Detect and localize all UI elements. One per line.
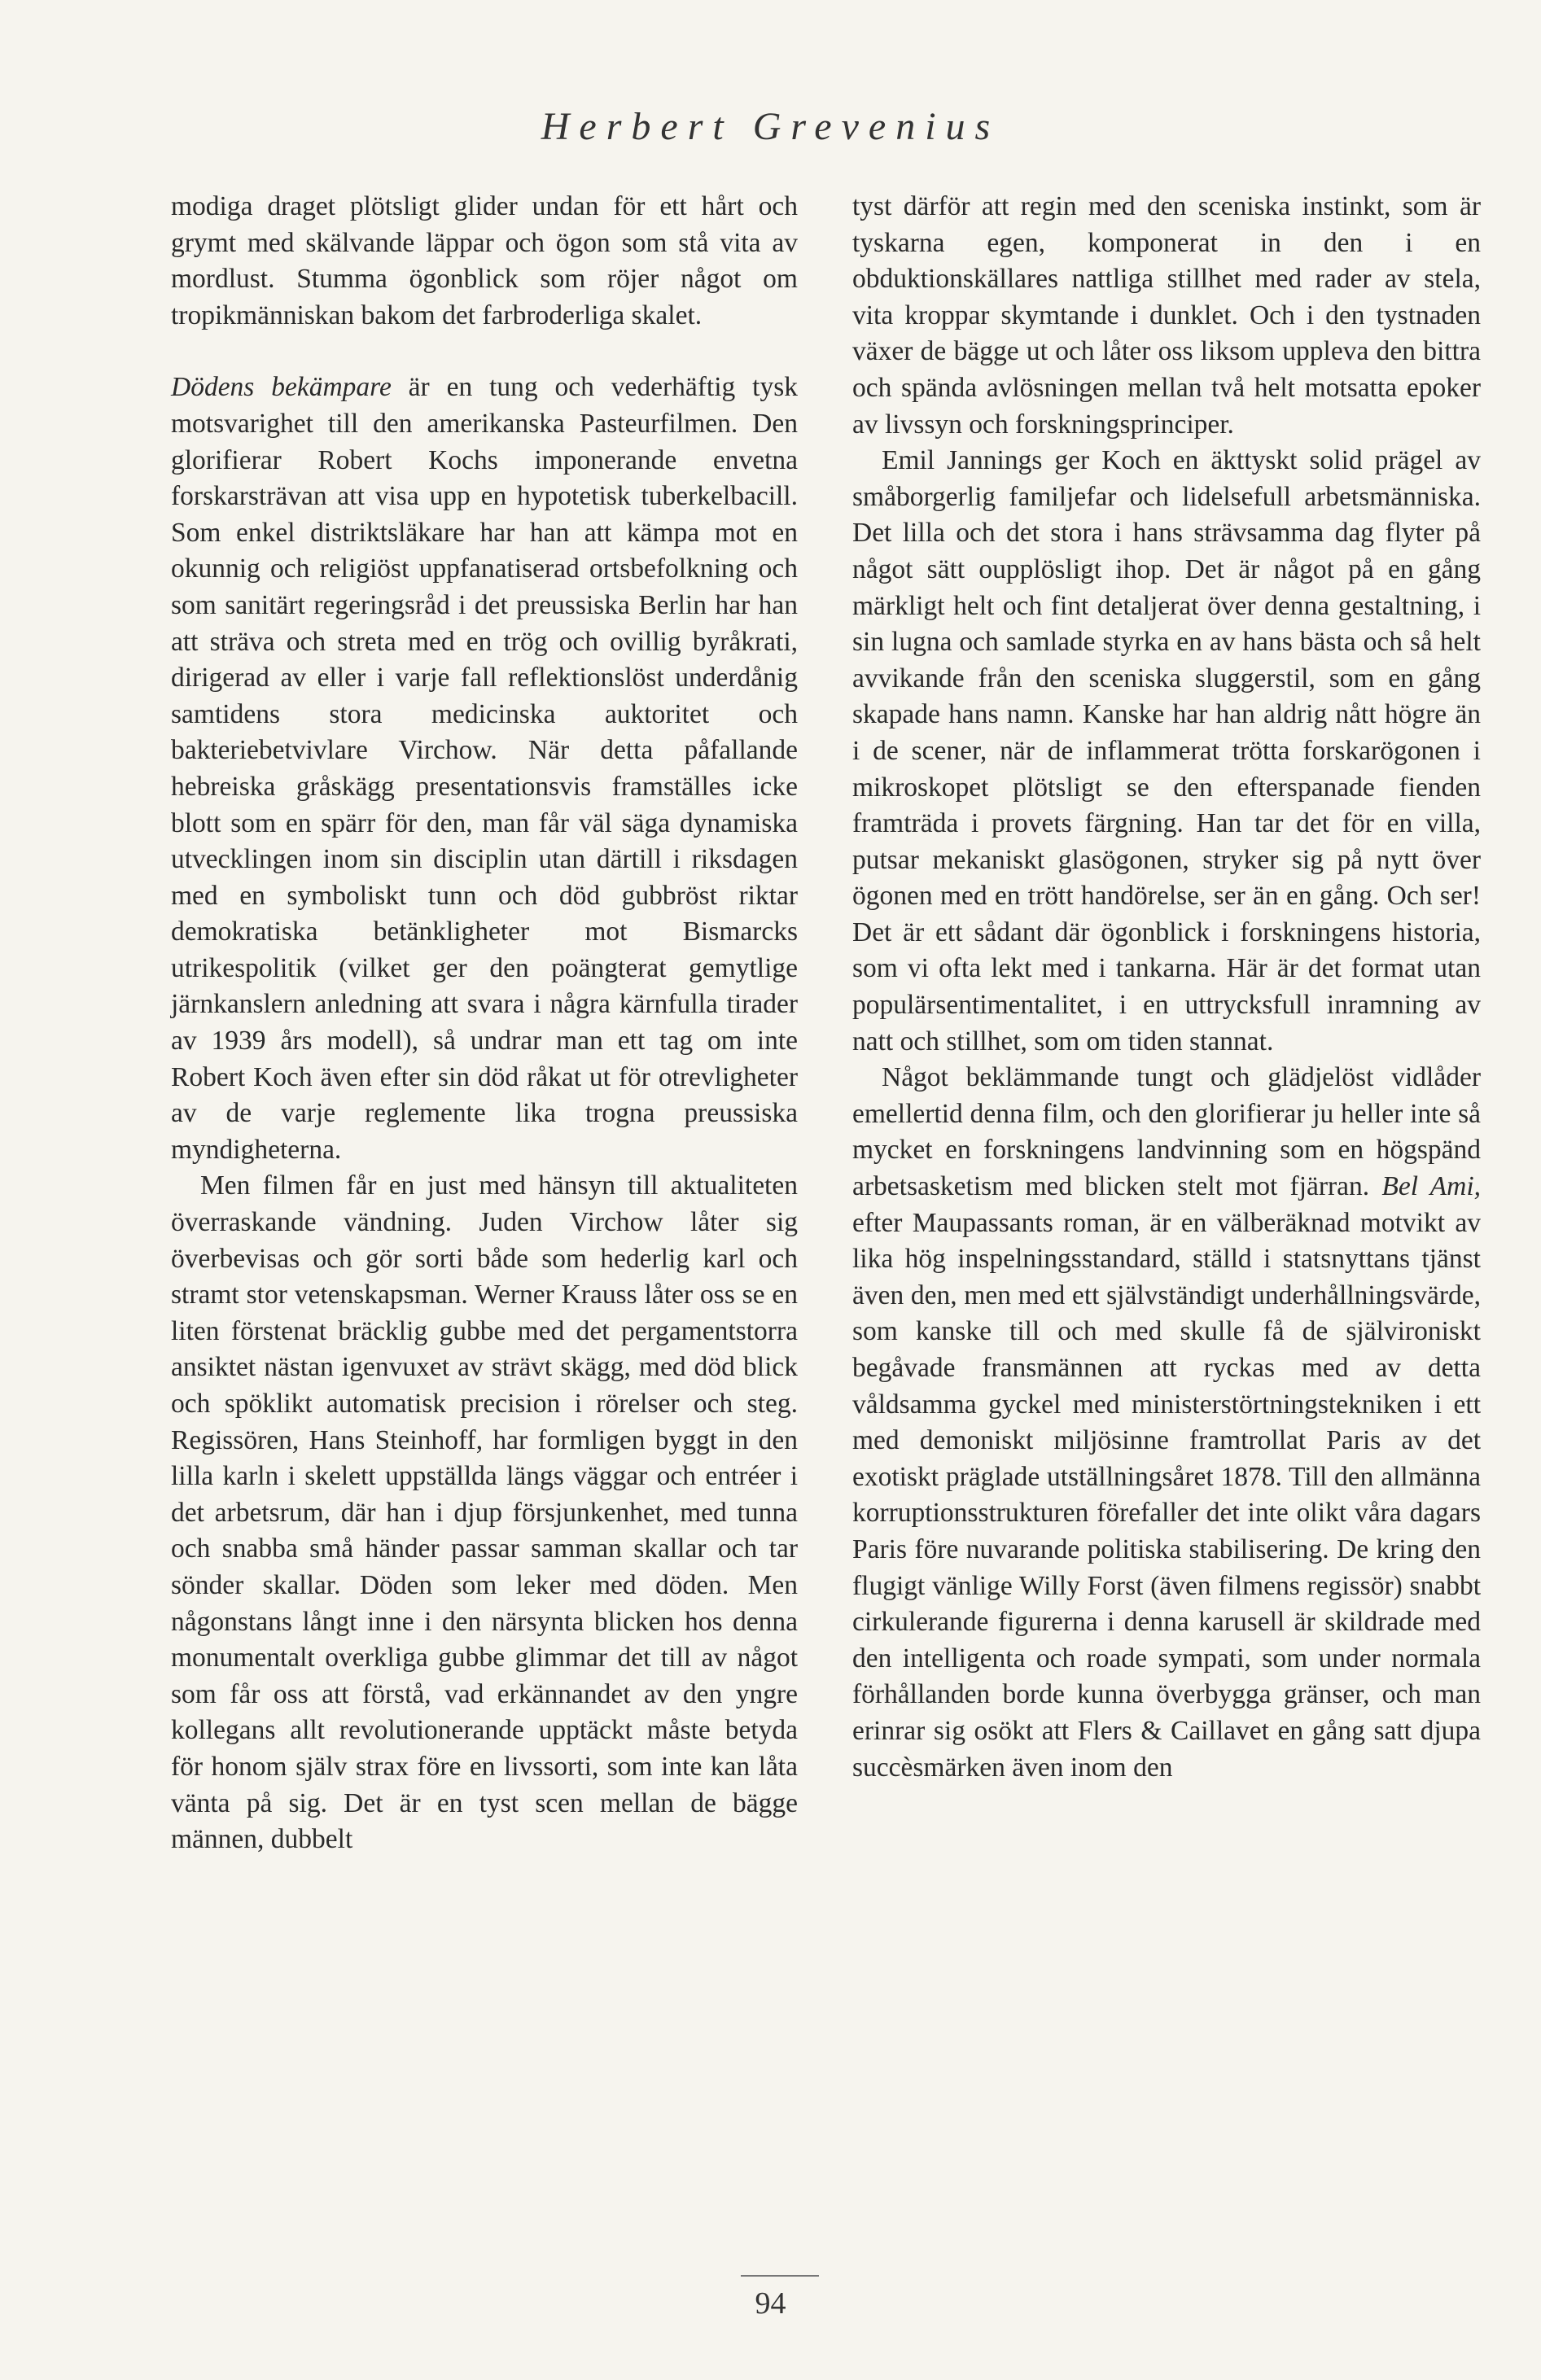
right-paragraph-3-text-a: Något beklämmande tungt och glädjelöst vidlåder emellertid denna film, och den glorifierar ju heller inte så mycket en forskningens landvinning som en högspänd arbetsasketism med blicken stelt mot fjärran. xyxy=(852,1062,1481,1202)
right-paragraph-2: Emil Jannings ger Koch en äkttyskt solid prägel av småborgerlig familjefar och lidelsefull arbetsmänniska. Det lilla och det stora i hans strävsamma dag flyter på något sätt oupplösligt ihop. Det är något på en gång märkligt helt och fint detaljerat över denna gestaltning, i sin lugna och samlade styrka en av hans bästa och så helt avvikande från den sceniska sluggerstil, som en gång skapade hans namn. Kanske har han aldrig nått högre än i de scener, när de inflammerat trötta forskarögonen i mikroskopet plötsligt se den efterspanade fienden framträda i provets färgning. Han tar det för en villa, putsar mekaniskt glasögonen, stryker sig på nytt över ögonen med en trött handörelse, ser än en gång. Och ser! Det är ett sådant där ögonblick i forskningens historia, som vi ofta lekt med i tankarna. Här är det format utan populärsentimentalitet, i en uttrycksfull inramning av natt och stillhet, som om tiden stannat. xyxy=(852,445,1481,1057)
left-paragraph-3: Men filmen får en just med hänsyn till aktualiteten överraskande vändning. Juden Virchow låter sig överbevisas och gör sorti både som hederlig karl och stramt stor vetenskapsman. Werner Krauss låter oss se en liten förstenat bräcklig gubbe med det pergamentstorra ansiktet nästan igenvuxet av strävt skägg, med död blick och spöklikt automatisk precision i rörelser och steg. Regissören, Hans Steinhoff, har formligen byggt in den lilla karln i skelett uppställda längs väggar och entréer i det arbetsrum, där han i djup försjunkenhet, med tunna och snabba små händer passar samman skallar och tar sönder skallar. Döden som leker med döden. Men någonstans långt inne i den närsynta blicken hos denna monumentalt overkliga gubbe glimmar det till av något som får oss att förstå, vad erkännandet av den yngre kollegans allt revolutionerande upptäckt måste betyda för honom själv strax före en livssorti, som inte kan låta vänta på sig. Det är en tyst scen mellan de bägge männen, dubbelt xyxy=(171,1170,798,1855)
left-column xyxy=(171,189,798,1858)
right-paragraph-1: tyst därför att regin med den sceniska instinkt, som är tyskarna egen, komponerat in den i en obduktionskällares nattliga stillhet med rader av stela, vita kroppar skymtande i dunklet. Och i den tystnaden växer de bägge ut och låter oss liksom uppleva den bittra och spända avlösningen mellan två helt motsatta epoker av livssyn och forskningsprinciper. xyxy=(852,191,1481,440)
left-paragraph-2 xyxy=(171,370,798,1168)
running-header-author: Herbert Grevenius xyxy=(541,105,1000,148)
film-title-bel-ami: Bel Ami, xyxy=(1381,1171,1481,1202)
left-paragraph-2-text: är en tung och vederhäftig tysk motsvarighet till den amerikanska Pasteurfilmen. Den glorifierar Robert Kochs imponerande envetna forskarsträvan att visa upp en hypotetisk tuberkelbacill. Som enkel distriktsläkare har han att kämpa mot en okunnig och religiöst uppfanatiserad ortsbefolkning och som sanitärt regeringsråd i det preussiska Berlin har han att sträva och streta med en trög och ovillig byråkrati, dirigerad av eller i varje fall reflektionslöst underdånig samtidens stora medicinska auktoritet och bakteriebetvivlare Virchow. När detta påfallande hebreiska gråskägg presentationsvis framställes icke blott som en spärr för den, man får väl säga dynamiska utvecklingen inom sin disciplin utan därtill i riksdagen med en symboliskt tunn och död gubbröst riktar demokratiska betänkligheter mot Bismarcks utrikespolitik (vilket ger den poängterat gemytlige järnkanslern anledning att svara i några kärnfulla tirader av 1939 års modell), så undrar man ett tag om inte Robert Koch även efter sin död råkat ut för otrevligheter av de varje reglemente lika trogna preussiska myndigheterna. xyxy=(171,372,798,1165)
right-paragraph-3 xyxy=(852,1060,1481,1786)
left-paragraph-1: modiga draget plötsligt glider undan för ett hårt och grymt med skälvande läppar och ögon som stå vita av mordlust. Stumma ögonblick som röjer något om tropikmänniskan bakom det farbroderliga skalet. xyxy=(171,191,798,330)
right-column xyxy=(852,189,1481,1786)
page-number: 94 xyxy=(755,2286,786,2321)
right-paragraph-3-text-b: efter Maupassants roman, är en välberäknad motvikt av lika hög inspelningsstandard, ställd i statsnyttans tjänst även den, men med ett självständigt underhållningsvärde, som kanske till och med skulle få de självironiskt begåvade fransmännen att ryckas med av detta våldsamma gyckel med ministerstörtningstekniken i ett med demoniskt miljösinne framtrollat Paris av det exotiskt präglade utställningsåret 1878. Till den allmänna korruptionsstrukturen förefaller det inte olikt våra dagars Paris före nuvarande politiska stabilisering. De kring den flugigt vänlige Willy Forst (även filmens regissör) snabbt cirkulerande figurerna i denna karusell är skildrade med den intelligenta och roade sympati, som under normala förhållanden borde kunna överbygga gränser, och man erinrar sig osökt att Flers & Caillavet en gång satt djupa succèsmärken även inom den xyxy=(852,1207,1481,1783)
film-title-dodens-bekampare: Dödens bekämpare xyxy=(171,372,392,403)
footer-divider xyxy=(741,2275,819,2277)
